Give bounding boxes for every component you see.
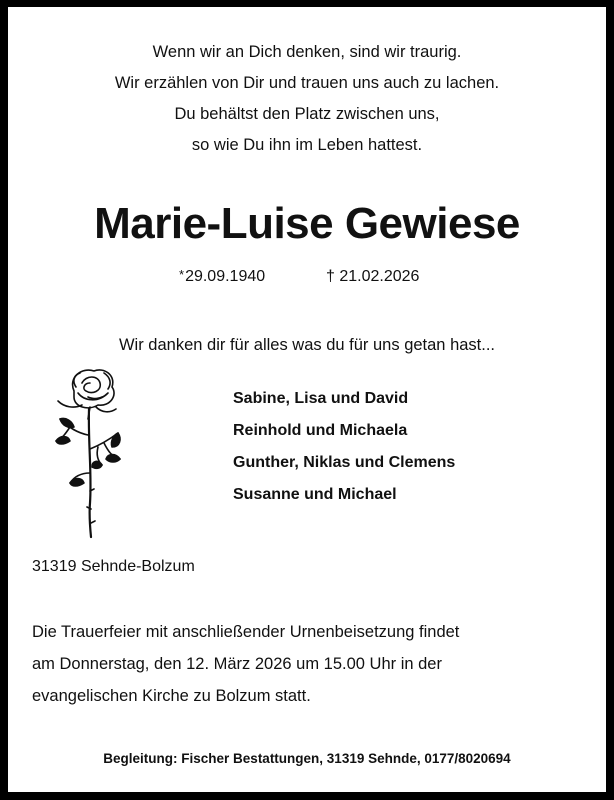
poem-line: Wir erzählen von Dir und trauen uns auch zu lachen. bbox=[114, 74, 500, 92]
obituary-card bbox=[8, 7, 606, 792]
poem bbox=[8, 37, 606, 161]
rose-icon bbox=[38, 363, 134, 539]
poem-line: Wenn wir an Dich denken, sind wir traurig. bbox=[152, 43, 462, 61]
service-line: Die Trauerfeier mit anschließender Urnenbeisetzung findet bbox=[32, 623, 460, 641]
birth-date: 29.09.1940 bbox=[185, 268, 266, 285]
service-line: evangelischen Kirche zu Bolzum statt. bbox=[32, 687, 311, 705]
poem-line: Du behältst den Platz zwischen uns, bbox=[174, 105, 440, 123]
service-line: am Donnerstag, den 12. März 2026 um 15.00 Uhr in der bbox=[32, 655, 442, 673]
funeral-home-footer: Begleitung: Fischer Bestattungen, 31319 Sehnde, 0177/8020694 bbox=[103, 751, 511, 766]
deceased-name: Marie-Luise Gewiese bbox=[94, 199, 520, 248]
mourner-line: Reinhold und Michaela bbox=[233, 422, 408, 439]
mourners-list bbox=[233, 383, 455, 511]
birth-date-group bbox=[179, 265, 265, 289]
service-info bbox=[32, 616, 592, 712]
mourner-line: Gunther, Niklas und Clemens bbox=[233, 454, 456, 471]
death-date: 21.02.2026 bbox=[339, 268, 420, 285]
poem-line: so wie Du ihn im Leben hattest. bbox=[191, 136, 423, 154]
death-symbol: † bbox=[326, 268, 335, 285]
place: 31319 Sehnde-Bolzum bbox=[32, 558, 195, 575]
thanks-line: Wir danken dir für alles was du für uns getan hast... bbox=[118, 336, 496, 354]
mourner-line: Sabine, Lisa und David bbox=[233, 390, 409, 407]
death-date-group bbox=[326, 265, 419, 289]
mourner-line: Susanne und Michael bbox=[233, 486, 397, 503]
birth-symbol: * bbox=[179, 267, 185, 282]
